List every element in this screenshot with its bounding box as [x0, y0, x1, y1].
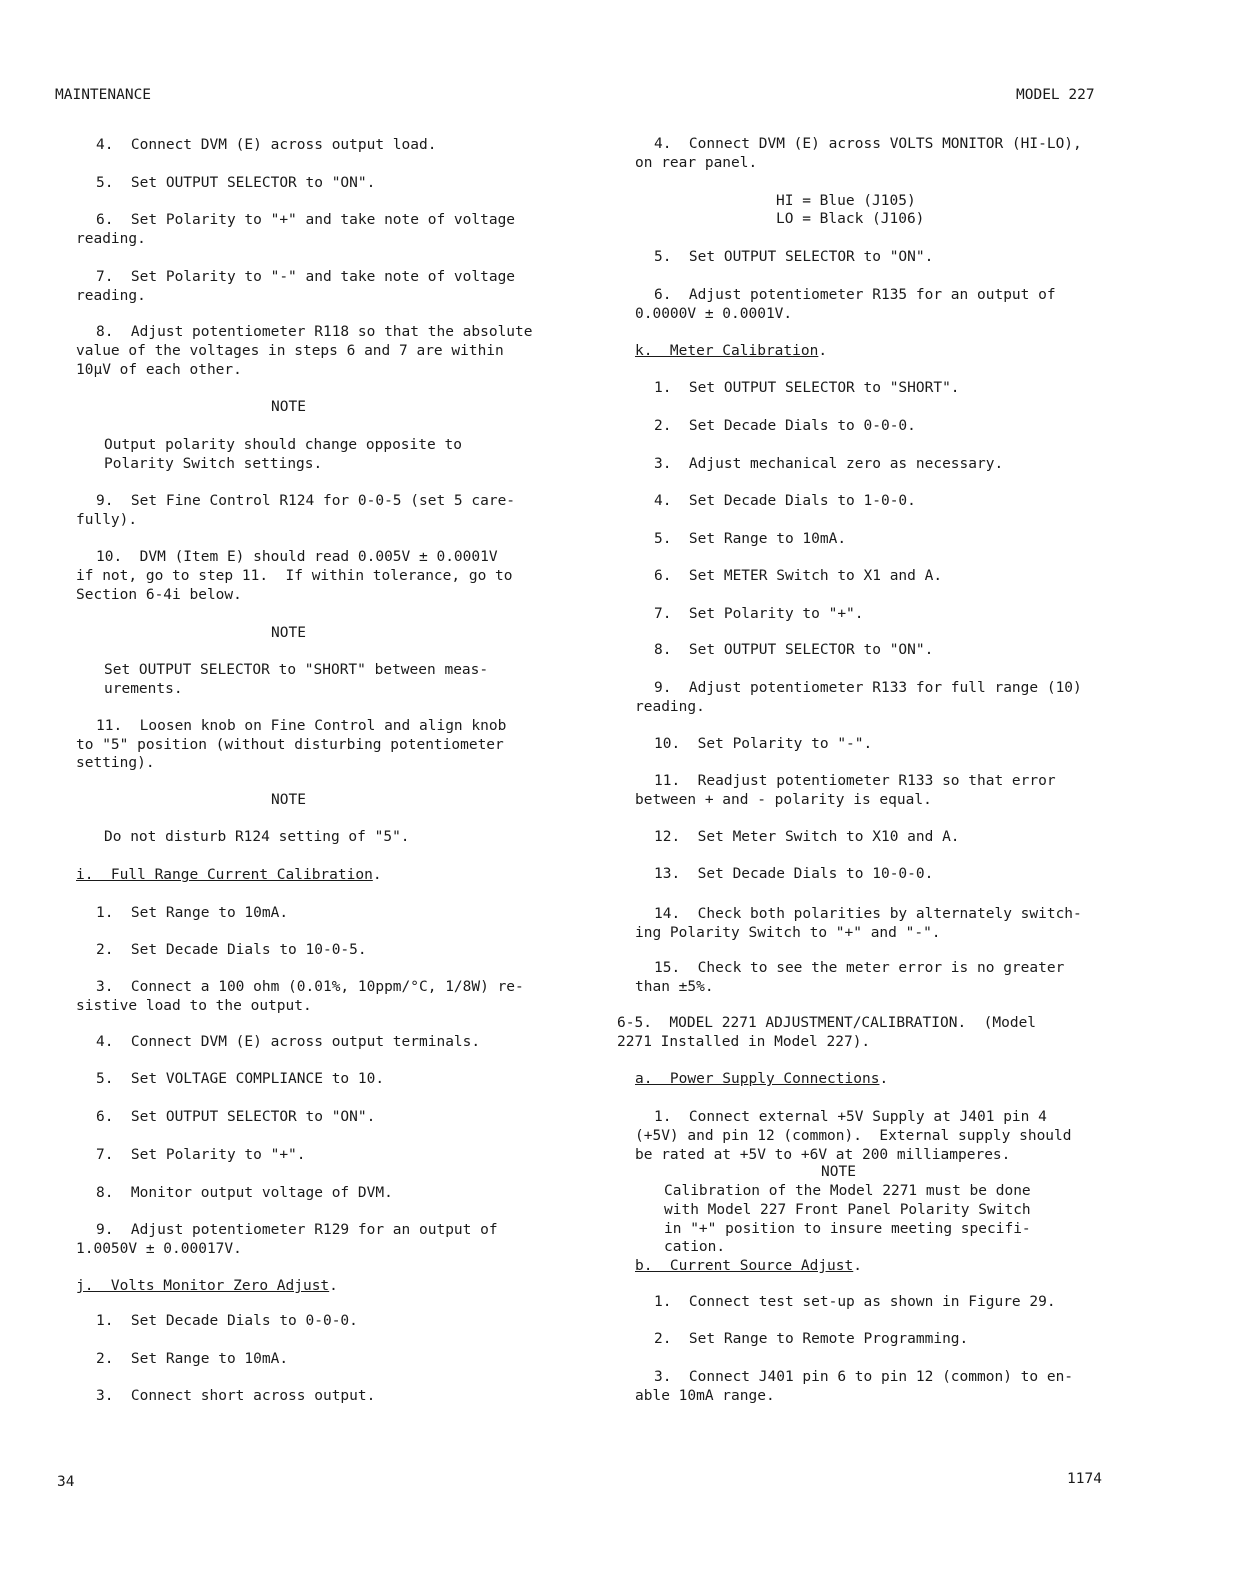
- k-step-8: 8. Set OUTPUT SELECTOR to "ON".: [654, 642, 934, 658]
- section-heading-b-text: b. Current Source Adjust: [635, 1258, 854, 1274]
- i-step-7: 7. Set Polarity to "+".: [96, 1147, 306, 1163]
- section-heading-i-text: i. Full Range Current Calibration: [76, 867, 373, 883]
- page-number: 34: [57, 1474, 75, 1490]
- step-11-cont: to "5" position (without disturbing potentiometer: [76, 737, 504, 753]
- j-step-3: 3. Connect short across output.: [96, 1388, 376, 1404]
- k-step-6: 6. Set METER Switch to X1 and A.: [654, 568, 943, 584]
- k-step-7: 7. Set Polarity to "+".: [654, 606, 864, 622]
- b-step-3-cont: able 10mA range.: [635, 1388, 775, 1404]
- a-step-1: 1. Connect external +5V Supply at J401 pin 4: [654, 1109, 1047, 1125]
- k-step-2: 2. Set Decade Dials to 0-0-0.: [654, 418, 916, 434]
- step-6: 6. Set Polarity to "+" and take note of voltage: [96, 212, 516, 228]
- i-step-9: 9. Adjust potentiometer R129 for an output of: [96, 1222, 498, 1238]
- j-step-6: 6. Adjust potentiometer R135 for an output of: [654, 287, 1056, 303]
- section-heading-b-period: .: [853, 1258, 862, 1274]
- section-heading-b: [635, 1257, 862, 1276]
- section-heading-a-period: .: [879, 1071, 889, 1087]
- b-step-1: 1. Connect test set-up as shown in Figure 29.: [654, 1294, 1056, 1310]
- i-step-3: 3. Connect a 100 ohm (0.01%, 10ppm/°C, 1/8W) re-: [96, 979, 524, 995]
- lo-connection: LO = Black (J106): [776, 211, 925, 227]
- document-code: 1174: [1067, 1471, 1102, 1487]
- b-step-2: 2. Set Range to Remote Programming.: [654, 1331, 969, 1347]
- k-step-9: 9. Adjust potentiometer R133 for full range (10): [654, 680, 1082, 696]
- i-step-8: 8. Monitor output voltage of DVM.: [96, 1185, 393, 1201]
- k-step-9-cont: reading.: [635, 699, 705, 715]
- section-heading-j-text: j. Volts Monitor Zero Adjust: [76, 1278, 330, 1294]
- k-step-3: 3. Adjust mechanical zero as necessary.: [654, 456, 1004, 472]
- note-text: urements.: [104, 681, 183, 697]
- section-heading-k: [635, 342, 827, 361]
- header-section-title: MAINTENANCE: [55, 87, 152, 103]
- section-heading-j-period: .: [329, 1278, 338, 1294]
- note-text: Do not disturb R124 setting of "5".: [104, 829, 410, 845]
- section-heading-k-text: k. Meter Calibration: [635, 343, 819, 359]
- section-6-5-heading: 6-5. MODEL 2271 ADJUSTMENT/CALIBRATION. (Model: [617, 1015, 1037, 1031]
- k-step-13: 13. Set Decade Dials to 10-0-0.: [654, 866, 934, 882]
- section-heading-j: [76, 1277, 338, 1296]
- step-6-cont: reading.: [76, 231, 146, 247]
- k-step-11: 11. Readjust potentiometer R133 so that error: [654, 773, 1056, 789]
- note-text: Polarity Switch settings.: [104, 456, 323, 472]
- k-step-15-cont: than ±5%.: [635, 979, 714, 995]
- step-11-cont: setting).: [76, 755, 155, 771]
- section-heading-i: [76, 866, 382, 885]
- note-text: Calibration of the Model 2271 must be done: [664, 1183, 1031, 1199]
- note-heading: NOTE: [271, 792, 306, 808]
- note-text: Set OUTPUT SELECTOR to "SHORT" between meas-: [104, 662, 489, 678]
- step-10-cont: Section 6-4i below.: [76, 587, 242, 603]
- j-step-6-cont: 0.0000V ± 0.0001V.: [635, 306, 793, 322]
- a-step-1-cont: be rated at +5V to +6V at 200 milliamperes.: [635, 1147, 1011, 1163]
- i-step-5: 5. Set VOLTAGE COMPLIANCE to 10.: [96, 1071, 385, 1087]
- hi-connection: HI = Blue (J105): [776, 193, 916, 209]
- note-heading: NOTE: [271, 399, 306, 415]
- a-step-1-cont: (+5V) and pin 12 (common). External supply should: [635, 1128, 1072, 1144]
- step-9: 9. Set Fine Control R124 for 0-0-5 (set 5 care-: [96, 493, 516, 509]
- header-model: MODEL 227: [1016, 87, 1095, 103]
- j-step-1: 1. Set Decade Dials to 0-0-0.: [96, 1313, 358, 1329]
- step-4: 4. Connect DVM (E) across output load.: [96, 137, 437, 153]
- step-7-cont: reading.: [76, 288, 146, 304]
- section-6-5-heading-cont: 2271 Installed in Model 227).: [617, 1034, 871, 1050]
- k-step-10: 10. Set Polarity to "-".: [654, 736, 873, 752]
- step-9-cont: fully).: [76, 512, 138, 528]
- i-step-4: 4. Connect DVM (E) across output terminals.: [96, 1034, 481, 1050]
- k-step-5: 5. Set Range to 10mA.: [654, 531, 847, 547]
- step-11: 11. Loosen knob on Fine Control and align knob: [96, 718, 507, 734]
- step-8-cont: value of the voltages in steps 6 and 7 are within: [76, 343, 504, 359]
- note-text: in "+" position to insure meeting specifi-: [664, 1221, 1031, 1237]
- step-10: 10. DVM (Item E) should read 0.005V ± 0.0001V: [96, 549, 498, 565]
- step-10-cont: if not, go to step 11. If within tolerance, go to: [76, 568, 513, 584]
- section-heading-k-period: .: [818, 343, 828, 359]
- i-step-3-cont: sistive load to the output.: [76, 998, 312, 1014]
- k-step-4: 4. Set Decade Dials to 1-0-0.: [654, 493, 916, 509]
- note-heading: NOTE: [271, 625, 306, 641]
- note-text: Output polarity should change opposite to: [104, 437, 462, 453]
- i-step-1: 1. Set Range to 10mA.: [96, 905, 289, 921]
- j-step-4: 4. Connect DVM (E) across VOLTS MONITOR (HI-LO),: [654, 136, 1082, 152]
- section-heading-a: [635, 1070, 888, 1089]
- i-step-2: 2. Set Decade Dials to 10-0-5.: [96, 942, 367, 958]
- k-step-12: 12. Set Meter Switch to X10 and A.: [654, 829, 960, 845]
- j-step-5: 5. Set OUTPUT SELECTOR to "ON".: [654, 249, 934, 265]
- step-8-cont: 10µV of each other.: [76, 362, 242, 378]
- step-7: 7. Set Polarity to "-" and take note of voltage: [96, 269, 516, 285]
- k-step-14-cont: ing Polarity Switch to "+" and "-".: [635, 925, 941, 941]
- b-step-3: 3. Connect J401 pin 6 to pin 12 (common) to en-: [654, 1369, 1074, 1385]
- step-5: 5. Set OUTPUT SELECTOR to "ON".: [96, 175, 376, 191]
- note-text: with Model 227 Front Panel Polarity Switch: [664, 1202, 1031, 1218]
- k-step-1: 1. Set OUTPUT SELECTOR to "SHORT".: [654, 380, 960, 396]
- k-step-11-cont: between + and - polarity is equal.: [635, 792, 932, 808]
- note-text: cation.: [664, 1239, 726, 1255]
- j-step-2: 2. Set Range to 10mA.: [96, 1351, 289, 1367]
- i-step-9-cont: 1.0050V ± 0.00017V.: [76, 1241, 242, 1257]
- section-heading-a-text: a. Power Supply Connections: [635, 1071, 880, 1087]
- j-step-4-cont: on rear panel.: [635, 155, 758, 171]
- i-step-6: 6. Set OUTPUT SELECTOR to "ON".: [96, 1109, 376, 1125]
- k-step-14: 14. Check both polarities by alternately switch-: [654, 906, 1082, 922]
- k-step-15: 15. Check to see the meter error is no greater: [654, 960, 1065, 976]
- step-8: 8. Adjust potentiometer R118 so that the absolute: [96, 324, 533, 340]
- section-heading-i-period: .: [372, 867, 382, 883]
- note-heading: NOTE: [821, 1164, 856, 1180]
